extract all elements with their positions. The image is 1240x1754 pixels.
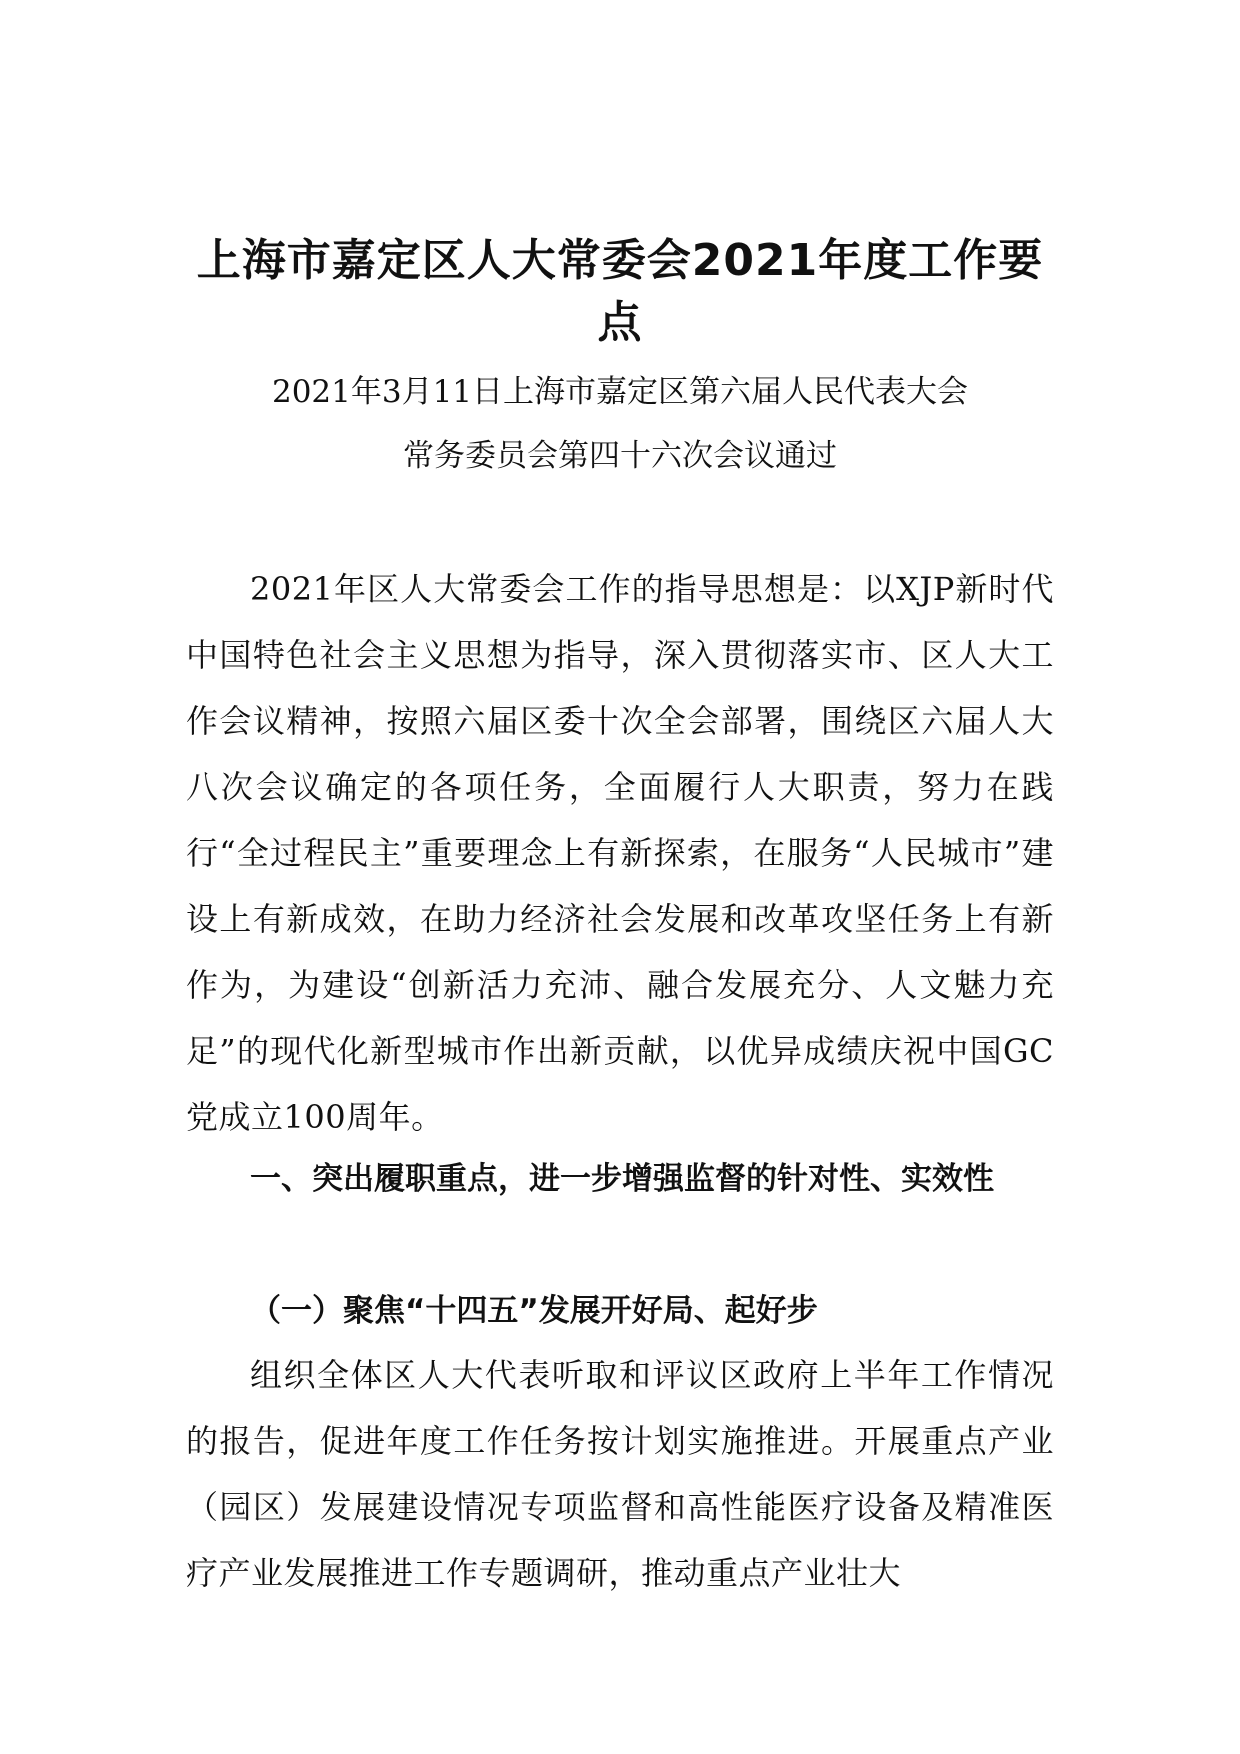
document-subtitle-adoption: 常务委员会第四十六次会议通过 xyxy=(403,438,837,474)
subsection-paragraph: 组织全体区人大代表听取和评议区政府上半年工作情况的报告，促进年度工作任务按计划实施推进。开展重点产业（园区）发展建设情况专项监督和高性能医疗设备及精准医疗产业发展推进工作专题调研，推动重点产业壮大 xyxy=(186,1356,1054,1592)
guiding-ideology-paragraph: 2021年区人大常委会工作的指导思想是：以XJP新时代中国特色社会主义思想为指导，深入贯彻落实市、区人大工作会议精神，按照六届区委十次全会部署，围绕区六届人大八次会议确定的各项任务，全面履行人大职责，努力在践行“全过程民主”重要理念上有新探索，在服务“人民城市”建设上有新成效，在助力经济社会发展和改革攻坚任务上有新作为，为建设“创新活力充沛、融合发展充分、人文魅力充足”的现代化新型城市作出新贡献，以优异成绩庆祝中国GC党成立100周年。 xyxy=(186,570,1054,1136)
document-title: 上海市嘉定区人大常委会2021年度工作要点 xyxy=(196,235,1044,348)
subsection-heading: （一）聚焦“十四五”发展开好局、起好步 xyxy=(250,1293,818,1329)
document-subtitle-date: 2021年3月11日上海市嘉定区第六届人民代表大会 xyxy=(271,374,969,410)
section-heading: 一、突出履职重点，进一步增强监督的针对性、实效性 xyxy=(250,1161,994,1197)
